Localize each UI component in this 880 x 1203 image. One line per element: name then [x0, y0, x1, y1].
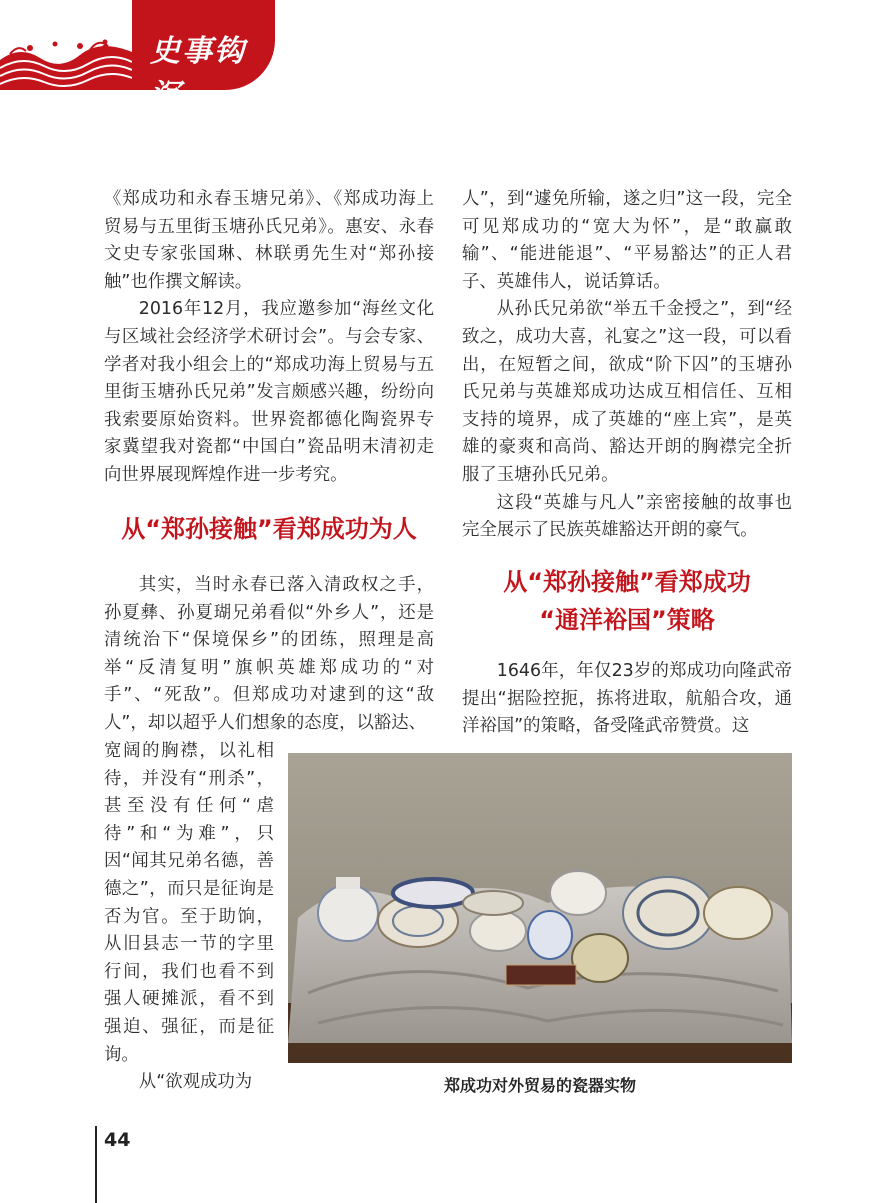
- page-number: 44: [104, 1129, 131, 1151]
- section-title: 史事钩沉: [150, 34, 246, 113]
- paragraph: 其实，当时永春已落入清政权之手，孙夏彝、孙夏瑚兄弟看似“外乡人”，还是清统治下“保境保乡”的团练，照理是高举“反清复明”旗帜英雄郑成功的“对手”、“死敌”。但郑成功对逮到的这“敌人”，却以超乎人们想象的态度，以豁达、: [104, 575, 434, 733]
- heading-line: “通洋裕国”策略: [539, 606, 715, 634]
- photo-caption: 郑成功对外贸易的瓷器实物: [443, 1076, 636, 1095]
- paragraph: 这段“英雄与凡人”亲密接触的故事也完全展示了民族英雄豁达开朗的豪气。: [462, 492, 792, 541]
- heading-line: 从“郑孙接触”看郑成功: [503, 568, 751, 596]
- paragraph: 人”，到“遽免所输，遂之归”这一段，完全可见郑成功的“宽大为怀”，是“敢赢敢输”、“能进能退”、“平易豁达”的正人君子、英雄伟人，说话算话。: [462, 189, 792, 292]
- section-title-banner: [132, 0, 275, 113]
- narrow-wrap-text: [104, 738, 274, 1097]
- porcelain-photo: [288, 753, 792, 1063]
- paragraph: 1646年，年仅23岁的郑成功向隆武帝提出“据险控扼，拣将进取，航船合攻，通洋裕国”的策略，备受隆武帝赞赏。这: [462, 661, 792, 737]
- section-heading-2: [462, 563, 792, 639]
- paragraph: 2016年12月，我应邀参加“海丝文化与区域社会经济学术研讨会”。与会专家、学者对我小组会上的“郑成功海上贸易与五里街玉塘孙氏兄弟”发言颇感兴趣，纷纷向我索要原始资料。世界瓷都德化陶瓷界专家冀望我对瓷都“中国白”瓷品明末清初走向世界展现辉煌作进一步考究。: [104, 299, 434, 485]
- paragraph: 从孙氏兄弟欲“举五千金授之”，到“经致之，成功大喜，礼宴之”这一段，可以看出，在短暂之间，欲成“阶下囚”的玉塘孙氏兄弟与英雄郑成功达成互相信任、互相支持的境界，成了英雄的“座上宾”，是英雄的豪爽和高尚、豁达开朗的胸襟完全折服了玉塘孙氏兄弟。: [462, 299, 792, 485]
- paragraph: 宽阔的胸襟，以礼相待，并没有“刑杀”，甚至没有任何“虐待”和“为难”，只因“闻其兄弟名德，善德之”，而只是征询是否为官。至于助饷，从旧县志一节的字里行间，我们也看不到强人硬摊派，看不到强迫、强征，而是征询。: [104, 741, 274, 1065]
- right-column-text-2: [462, 658, 792, 741]
- header-wave-decoration: [0, 0, 132, 90]
- left-column-text: [104, 186, 434, 490]
- paragraph: 《郑成功和永春玉塘兄弟》、《郑成功海上贸易与五里街玉塘孙氏兄弟》。惠安、永春文史专家张国琳、林联勇先生对“郑孙接触”也作撰文解读。: [104, 189, 434, 292]
- page-number-rule: [95, 1126, 97, 1203]
- right-column-text: [462, 186, 792, 545]
- paragraph: 从“欲观成功为: [138, 1072, 253, 1093]
- left-column-text-2: [104, 572, 434, 738]
- section-heading: 从“郑孙接触”看郑成功为人: [121, 515, 417, 543]
